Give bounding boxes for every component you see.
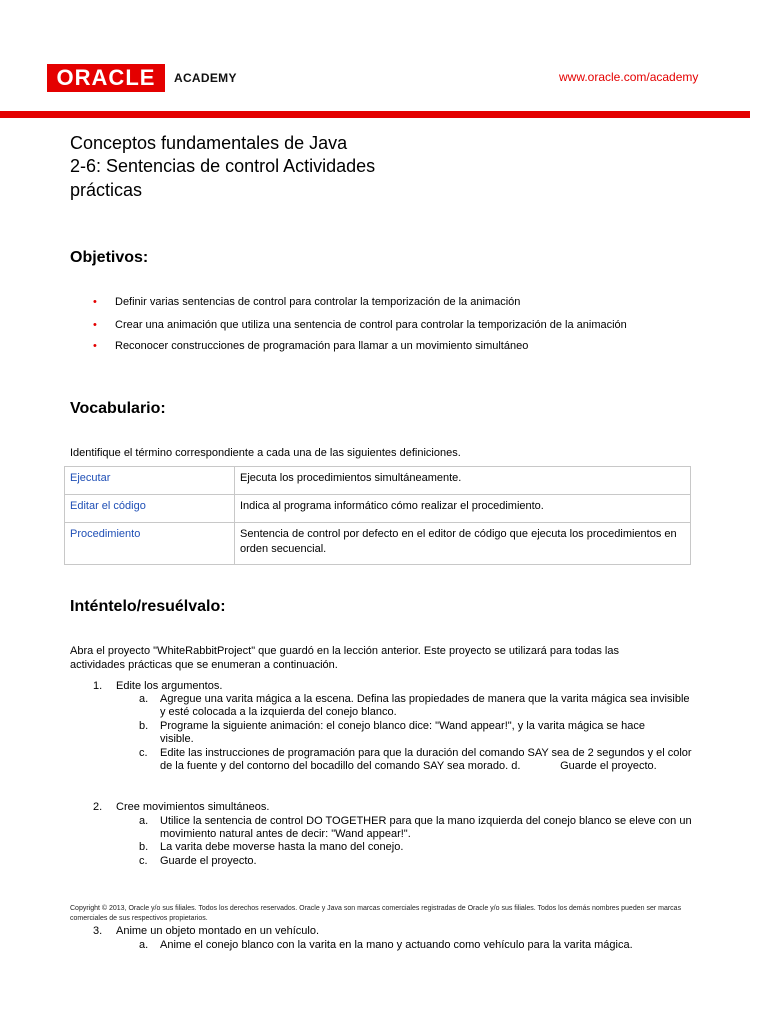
page-title-line-1: Conceptos fundamentales de Java xyxy=(70,133,348,153)
step-text: Cree movimientos simultáneos. xyxy=(116,801,270,813)
objetivos-heading: Objetivos: xyxy=(70,249,149,266)
bullet-icon: • xyxy=(93,319,97,331)
substep-letter: c. xyxy=(139,855,148,867)
objetivo-item xyxy=(93,340,528,352)
step-number: 3. xyxy=(93,925,103,937)
vocab-term: Procedimiento xyxy=(65,523,235,565)
header-divider xyxy=(0,111,750,118)
vocab-definition: Sentencia de control por defecto en el editor de código que ejecuta los procedimientos en orden secuencial. xyxy=(235,523,691,565)
vocab-term: Ejecutar xyxy=(65,467,235,495)
substep-text: La varita debe moverse hasta la mano del conejo. xyxy=(160,841,404,853)
substep-letter: b. xyxy=(139,720,149,732)
vocabulary-table xyxy=(64,466,691,565)
table-row xyxy=(65,523,691,565)
vocab-term: Editar el código xyxy=(65,495,235,523)
page-title-line-3: prácticas xyxy=(70,180,143,200)
substep-letter: a. xyxy=(139,939,149,951)
page-title-line-2: 2-6: Sentencias de control Actividades xyxy=(70,156,376,176)
step-text: Anime un objeto montado en un vehículo. xyxy=(116,925,320,937)
academy-url-link[interactable]: www.oracle.com/academy xyxy=(559,70,699,84)
bullet-icon: • xyxy=(93,296,97,308)
objetivo-text: Crear una animación que utiliza una sentencia de control para controlar la temporización de la animación xyxy=(115,319,627,331)
copyright-footer: Copyright © 2013, Oracle y/o sus filiales. Todos los derechos reservados. Oracle y Java son marcas comerciales registradas de Oracle y/o sus filiales. Todos los demás nombres pueden ser marcas comerciales de sus respectivos propietarios. xyxy=(70,905,682,922)
table-row xyxy=(65,495,691,523)
vocabulario-intro: Identifique el término correspondiente a cada una de las siguientes definiciones. xyxy=(70,447,461,459)
substep-letter: a. xyxy=(139,693,149,705)
table-row xyxy=(65,467,691,495)
objetivo-text: Definir varias sentencias de control para controlar la temporización de la animación xyxy=(115,296,521,308)
vocab-definition: Indica al programa informático cómo realizar el procedimiento. xyxy=(235,495,691,523)
substep-text: Edite las instrucciones de programación para que la duración del comando SAY sea de 2 segundos y el color de la fuente y del contorno del bocadillo del comando SAY sea morado. d. Guarde el proyecto. xyxy=(160,747,695,772)
substep-letter: c. xyxy=(139,747,148,759)
objetivo-item xyxy=(93,319,627,331)
intentelo-heading: Inténtelo/resuélvalo: xyxy=(70,598,226,615)
objetivo-text: Reconocer construcciones de programación para llamar a un movimiento simultáneo xyxy=(115,340,529,352)
substep-text: Anime el conejo blanco con la varita en la mano y actuando como vehículo para la varita mágica. xyxy=(160,939,633,951)
intentelo-intro: Abra el proyecto "WhiteRabbitProject" que guardó en la lección anterior. Este proyecto se utilizará para todas las actividades prácticas que se enumeran a continuación. xyxy=(70,645,619,671)
academy-label: ACADEMY xyxy=(174,71,237,85)
substep-text: Programe la siguiente animación: el conejo blanco dice: "Wand appear!", y la varita mágica se hace visible. xyxy=(160,720,645,745)
vocabulario-heading: Vocabulario: xyxy=(70,400,166,417)
step-number: 1. xyxy=(93,680,103,692)
substep-letter: b. xyxy=(139,841,149,853)
vocab-definition: Ejecuta los procedimientos simultáneamente. xyxy=(235,467,691,495)
substep-letter: a. xyxy=(139,815,149,827)
objetivo-item xyxy=(93,296,520,308)
substep-text: Agregue una varita mágica a la escena. Defina las propiedades de manera que la varita mágica sea invisible y esté colocada a la izquierda del conejo blanco. xyxy=(160,693,690,718)
bullet-icon: • xyxy=(93,340,97,352)
step-number: 2. xyxy=(93,801,103,813)
substep-text: Utilice la sentencia de control DO TOGETHER para que la mano izquierda del conejo blanco se eleve con un movimiento natural antes de decir: "Wand appear!". xyxy=(160,815,692,840)
substep-text: Guarde el proyecto. xyxy=(160,855,257,867)
step-text: Edite los argumentos. xyxy=(116,680,223,692)
oracle-logo: ORACLE xyxy=(47,64,165,92)
